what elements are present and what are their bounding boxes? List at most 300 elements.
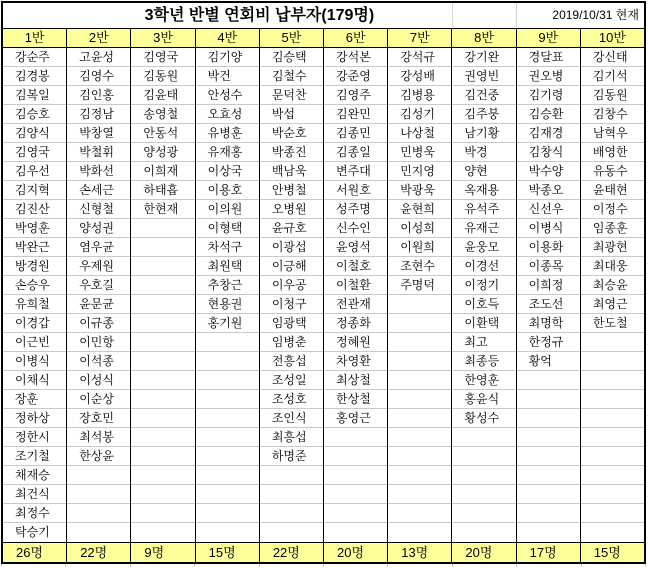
empty-cell[interactable] xyxy=(131,352,194,371)
empty-cell[interactable] xyxy=(452,485,515,504)
name-cell[interactable]: 김정남 xyxy=(67,105,130,124)
count-cell-7[interactable]: 13명 xyxy=(388,543,452,562)
name-cell[interactable]: 최승윤 xyxy=(581,276,644,295)
name-cell[interactable]: 이성식 xyxy=(67,371,130,390)
name-cell[interactable]: 최흥섭 xyxy=(260,428,323,447)
empty-cell[interactable] xyxy=(196,352,259,371)
name-cell[interactable]: 최원택 xyxy=(196,257,259,276)
name-cell[interactable]: 신형철 xyxy=(67,200,130,219)
title-gridline xyxy=(452,3,453,28)
name-cell[interactable]: 김영국 xyxy=(3,143,66,162)
name-cell[interactable]: 조인식 xyxy=(260,409,323,428)
empty-cell[interactable] xyxy=(324,523,387,542)
name-cell[interactable]: 이석종 xyxy=(67,352,130,371)
count-row xyxy=(3,542,644,562)
class-header-9[interactable]: 9반 xyxy=(517,29,581,47)
name-cell[interactable]: 김영주 xyxy=(324,86,387,105)
empty-cell[interactable] xyxy=(388,447,451,466)
name-cell[interactable]: 한영훈 xyxy=(452,371,515,390)
title-row xyxy=(3,3,644,28)
name-cell[interactable]: 김재경 xyxy=(517,124,580,143)
empty-cell[interactable] xyxy=(452,504,515,523)
name-cell[interactable]: 김경봉 xyxy=(3,67,66,86)
empty-cell[interactable] xyxy=(67,523,130,542)
gridline-tick xyxy=(131,564,195,567)
name-cell[interactable]: 박순호 xyxy=(260,124,323,143)
name-cell[interactable]: 홍윤식 xyxy=(452,390,515,409)
name-cell[interactable]: 김영수 xyxy=(67,67,130,86)
class-column-6 xyxy=(324,48,388,542)
name-cell[interactable]: 양현 xyxy=(452,162,515,181)
name-cell[interactable]: 박건 xyxy=(196,67,259,86)
name-cell[interactable]: 조기철 xyxy=(3,447,66,466)
name-cell[interactable]: 박종진 xyxy=(260,143,323,162)
class-header-1[interactable]: 1반 xyxy=(3,29,67,47)
name-cell[interactable]: 강석본 xyxy=(324,48,387,67)
name-cell[interactable]: 임병춘 xyxy=(260,333,323,352)
class-header-5[interactable]: 5반 xyxy=(260,29,324,47)
empty-cell[interactable] xyxy=(517,485,580,504)
name-cell[interactable]: 윤규호 xyxy=(260,219,323,238)
empty-cell[interactable] xyxy=(388,523,451,542)
name-cell[interactable]: 박영훈 xyxy=(3,219,66,238)
empty-cell[interactable] xyxy=(196,447,259,466)
name-cell[interactable]: 이희재 xyxy=(131,162,194,181)
name-cell[interactable]: 최영근 xyxy=(581,295,644,314)
name-cell[interactable]: 김성기 xyxy=(388,105,451,124)
empty-cell[interactable] xyxy=(581,523,644,542)
name-cell[interactable]: 김진산 xyxy=(3,200,66,219)
name-cell[interactable]: 김기령 xyxy=(517,86,580,105)
name-cell[interactable]: 최종등 xyxy=(452,352,515,371)
name-cell[interactable]: 백남욱 xyxy=(260,162,323,181)
name-cell[interactable]: 김승환 xyxy=(517,105,580,124)
empty-cell[interactable] xyxy=(324,428,387,447)
name-cell[interactable]: 정종화 xyxy=(324,314,387,333)
empty-cell[interactable] xyxy=(517,409,580,428)
name-cell[interactable]: 손승우 xyxy=(3,276,66,295)
name-cell[interactable]: 우제원 xyxy=(67,257,130,276)
name-cell[interactable]: 하태흡 xyxy=(131,181,194,200)
name-cell[interactable]: 김윤태 xyxy=(131,86,194,105)
name-cell[interactable]: 임광택 xyxy=(260,314,323,333)
name-cell[interactable]: 성주명 xyxy=(324,200,387,219)
name-cell[interactable]: 탁승기 xyxy=(15,525,50,539)
empty-cell[interactable] xyxy=(517,466,580,485)
name-cell[interactable]: 강순주 xyxy=(3,48,66,67)
empty-cell[interactable] xyxy=(131,314,194,333)
empty-cell[interactable] xyxy=(517,447,580,466)
empty-cell[interactable] xyxy=(517,428,580,447)
name-cell[interactable]: 한도철 xyxy=(581,314,644,333)
name-cell[interactable]: 배영한 xyxy=(581,143,644,162)
empty-cell[interactable] xyxy=(581,428,644,447)
name-cell[interactable]: 박완근 xyxy=(3,238,66,257)
empty-cell[interactable] xyxy=(131,238,194,257)
empty-cell[interactable] xyxy=(131,485,194,504)
name-cell[interactable]: 김지혁 xyxy=(3,181,66,200)
gridline-tick xyxy=(517,564,581,567)
empty-cell[interactable] xyxy=(388,333,451,352)
name-cell[interactable]: 남기황 xyxy=(452,124,515,143)
name-cell[interactable]: 신수인 xyxy=(324,219,387,238)
name-cell[interactable]: 정한시 xyxy=(3,428,66,447)
empty-cell[interactable] xyxy=(131,219,194,238)
class-header-7[interactable]: 7반 xyxy=(388,29,452,47)
name-cell[interactable]: 한상철 xyxy=(324,390,387,409)
name-cell[interactable]: 조도선 xyxy=(517,295,580,314)
name-cell[interactable]: 박수양 xyxy=(517,162,580,181)
empty-cell[interactable] xyxy=(260,466,323,485)
name-cell[interactable]: 현용권 xyxy=(196,295,259,314)
empty-cell[interactable] xyxy=(260,523,323,542)
empty-cell[interactable] xyxy=(581,466,644,485)
empty-cell[interactable] xyxy=(260,485,323,504)
name-cell[interactable]: 이호득 xyxy=(452,295,515,314)
count-cell-3[interactable]: 9명 xyxy=(131,543,195,562)
name-cell[interactable]: 강석규 xyxy=(388,48,451,67)
name-cell[interactable]: 문덕찬 xyxy=(260,86,323,105)
name-cell[interactable]: 이경선 xyxy=(452,257,515,276)
name-cell[interactable]: 최명학 xyxy=(517,314,580,333)
class-column-1 xyxy=(3,48,67,542)
class-column-8 xyxy=(452,48,516,542)
name-cell[interactable]: 이청구 xyxy=(260,295,323,314)
class-header-10[interactable]: 10반 xyxy=(598,30,626,45)
name-cell[interactable]: 김우선 xyxy=(3,162,66,181)
name-cell[interactable]: 이용화 xyxy=(517,238,580,257)
name-cell[interactable]: 최고 xyxy=(452,333,515,352)
worksheet-table xyxy=(1,1,646,564)
name-cell[interactable]: 옥재용 xyxy=(452,181,515,200)
class-column-7 xyxy=(388,48,452,542)
name-cell[interactable]: 유재홍 xyxy=(196,143,259,162)
class-header-4[interactable]: 4반 xyxy=(196,29,260,47)
name-cell[interactable]: 전관재 xyxy=(324,295,387,314)
name-cell[interactable]: 최상철 xyxy=(324,371,387,390)
empty-cell[interactable] xyxy=(324,504,387,523)
name-cell[interactable]: 양성광 xyxy=(131,143,194,162)
name-cell[interactable]: 이채식 xyxy=(3,371,66,390)
name-cell[interactable]: 이근빈 xyxy=(3,333,66,352)
name-cell[interactable]: 이원희 xyxy=(388,238,451,257)
name-cell[interactable]: 강신태 xyxy=(581,48,644,67)
name-cell[interactable]: 이철호 xyxy=(324,257,387,276)
name-cell[interactable]: 한현재 xyxy=(131,200,194,219)
empty-cell[interactable] xyxy=(324,485,387,504)
empty-cell[interactable] xyxy=(388,428,451,447)
name-cell[interactable]: 김기석 xyxy=(581,67,644,86)
name-cell[interactable]: 이정수 xyxy=(581,200,644,219)
empty-cell[interactable] xyxy=(131,409,194,428)
name-cell[interactable]: 서원호 xyxy=(324,181,387,200)
empty-cell[interactable] xyxy=(581,390,644,409)
name-cell[interactable]: 김병용 xyxy=(388,86,451,105)
empty-cell[interactable] xyxy=(131,504,194,523)
name-cell[interactable]: 전흥섭 xyxy=(260,352,323,371)
gridline-tick xyxy=(195,564,259,567)
empty-cell[interactable] xyxy=(67,485,130,504)
name-cell[interactable]: 김양식 xyxy=(3,124,66,143)
name-cell[interactable]: 이긍해 xyxy=(260,257,323,276)
gridline-tick xyxy=(66,564,130,567)
name-cell[interactable]: 고윤성 xyxy=(67,48,130,67)
name-cell[interactable]: 이정기 xyxy=(452,276,515,295)
empty-cell[interactable] xyxy=(196,390,259,409)
name-cell[interactable]: 경달표 xyxy=(517,48,580,67)
empty-cell[interactable] xyxy=(131,466,194,485)
empty-cell[interactable] xyxy=(581,504,644,523)
name-cell[interactable]: 한정규 xyxy=(517,333,580,352)
name-cell[interactable]: 조성호 xyxy=(260,390,323,409)
gridline-tick xyxy=(1,564,66,567)
name-cell[interactable]: 민지영 xyxy=(388,162,451,181)
empty-cell[interactable] xyxy=(196,523,259,542)
empty-cell[interactable] xyxy=(196,466,259,485)
name-cell[interactable]: 김승호 xyxy=(3,105,66,124)
name-cell[interactable]: 이종목 xyxy=(517,257,580,276)
name-cell[interactable]: 이민항 xyxy=(67,333,130,352)
name-cell[interactable]: 권오병 xyxy=(517,67,580,86)
name-cell[interactable]: 이병식 xyxy=(3,352,66,371)
name-cell[interactable]: 이환택 xyxy=(452,314,515,333)
name-cell[interactable]: 최석봉 xyxy=(67,428,130,447)
empty-cell[interactable] xyxy=(581,447,644,466)
empty-cell[interactable] xyxy=(131,447,194,466)
name-cell[interactable]: 유병훈 xyxy=(196,124,259,143)
name-cell[interactable]: 차영환 xyxy=(324,352,387,371)
name-cell[interactable]: 남혁우 xyxy=(581,124,644,143)
name-cell[interactable]: 염우균 xyxy=(67,238,130,257)
name-cell[interactable]: 박철휘 xyxy=(67,143,130,162)
name-cell[interactable]: 윤현희 xyxy=(388,200,451,219)
name-cell[interactable]: 안성수 xyxy=(196,86,259,105)
empty-cell[interactable] xyxy=(517,390,580,409)
count-cell-6[interactable]: 20명 xyxy=(324,543,388,562)
empty-cell[interactable] xyxy=(388,295,451,314)
name-cell[interactable]: 김승택 xyxy=(260,48,323,67)
name-cell[interactable]: 조현수 xyxy=(388,257,451,276)
as-of-date: 2019/10/31 현재 xyxy=(516,3,644,28)
count-cell-5[interactable]: 22명 xyxy=(260,543,324,562)
name-cell[interactable]: 김종일 xyxy=(324,143,387,162)
name-cell[interactable]: 황억 xyxy=(517,352,580,371)
name-cell[interactable]: 오병원 xyxy=(260,200,323,219)
name-cell[interactable]: 최대웅 xyxy=(581,257,644,276)
name-cell[interactable]: 안병철 xyxy=(260,181,323,200)
empty-cell[interactable] xyxy=(581,409,644,428)
name-cell[interactable]: 우호길 xyxy=(67,276,130,295)
name-cell[interactable]: 이희정 xyxy=(517,276,580,295)
empty-cell[interactable] xyxy=(260,504,323,523)
class-column-5 xyxy=(260,48,324,542)
name-cell[interactable]: 김동원 xyxy=(581,86,644,105)
name-cell[interactable]: 이형택 xyxy=(196,219,259,238)
name-cell[interactable]: 이우공 xyxy=(260,276,323,295)
empty-cell[interactable] xyxy=(517,504,580,523)
empty-cell[interactable] xyxy=(388,504,451,523)
name-cell[interactable]: 김철수 xyxy=(260,67,323,86)
empty-cell[interactable] xyxy=(196,485,259,504)
name-cell[interactable]: 이철환 xyxy=(324,276,387,295)
name-cell[interactable]: 박창열 xyxy=(67,124,130,143)
name-cell[interactable]: 김기양 xyxy=(196,48,259,67)
name-cell[interactable]: 김주붕 xyxy=(452,105,515,124)
count-cell-9[interactable]: 17명 xyxy=(517,543,581,562)
empty-cell[interactable] xyxy=(131,428,194,447)
name-cell[interactable]: 방경원 xyxy=(3,257,66,276)
name-cell[interactable]: 김창수 xyxy=(581,105,644,124)
name-cell[interactable]: 이광섭 xyxy=(260,238,323,257)
name-cell[interactable]: 민병욱 xyxy=(388,143,451,162)
empty-cell[interactable] xyxy=(196,409,259,428)
name-cell[interactable]: 유재근 xyxy=(452,219,515,238)
empty-cell[interactable] xyxy=(581,371,644,390)
empty-cell[interactable] xyxy=(517,523,580,542)
name-cell[interactable]: 이성희 xyxy=(388,219,451,238)
name-cell[interactable]: 박광욱 xyxy=(388,181,451,200)
name-cell[interactable]: 최정수 xyxy=(3,504,66,523)
name-cell[interactable]: 이용호 xyxy=(196,181,259,200)
name-cell[interactable]: 정하상 xyxy=(3,409,66,428)
empty-cell[interactable] xyxy=(388,352,451,371)
class-header-8[interactable]: 8반 xyxy=(452,29,516,47)
empty-cell[interactable] xyxy=(324,447,387,466)
name-cell[interactable]: 윤웅모 xyxy=(452,238,515,257)
page-title: 3학년 반별 연회비 납부자(179명) xyxy=(144,7,375,24)
name-cell[interactable]: 박화선 xyxy=(67,162,130,181)
empty-cell[interactable] xyxy=(131,257,194,276)
empty-cell[interactable] xyxy=(131,276,194,295)
empty-cell[interactable] xyxy=(196,428,259,447)
empty-cell[interactable] xyxy=(452,428,515,447)
name-cell[interactable]: 장훈 xyxy=(3,390,66,409)
empty-cell[interactable] xyxy=(452,447,515,466)
count-cell-8[interactable]: 20명 xyxy=(452,543,516,562)
name-cell[interactable]: 이의원 xyxy=(196,200,259,219)
name-cell[interactable]: 홍기원 xyxy=(196,314,259,333)
empty-cell[interactable] xyxy=(388,390,451,409)
empty-cell[interactable] xyxy=(196,333,259,352)
empty-cell[interactable] xyxy=(388,314,451,333)
class-header-3[interactable]: 3반 xyxy=(131,29,195,47)
name-cell[interactable]: 정혜원 xyxy=(324,333,387,352)
name-cell[interactable]: 조성일 xyxy=(260,371,323,390)
empty-cell[interactable] xyxy=(581,485,644,504)
count-cell-2[interactable]: 22명 xyxy=(67,543,131,562)
name-cell[interactable]: 박종오 xyxy=(517,181,580,200)
class-column-2 xyxy=(67,48,131,542)
count-cell-10[interactable]: 15명 xyxy=(593,545,621,560)
empty-cell[interactable] xyxy=(67,466,130,485)
empty-cell[interactable] xyxy=(131,333,194,352)
name-cell[interactable]: 하명준 xyxy=(260,447,323,466)
name-cell[interactable]: 강성배 xyxy=(388,67,451,86)
name-cell[interactable]: 신선우 xyxy=(517,200,580,219)
name-cell[interactable]: 강기완 xyxy=(452,48,515,67)
empty-cell[interactable] xyxy=(388,409,451,428)
empty-cell[interactable] xyxy=(452,523,515,542)
empty-cell[interactable] xyxy=(131,371,194,390)
name-cell[interactable]: 황성수 xyxy=(452,409,515,428)
name-cell[interactable]: 임종훈 xyxy=(581,219,644,238)
empty-cell[interactable] xyxy=(196,504,259,523)
count-cell-1[interactable]: 26명 xyxy=(3,543,67,562)
name-cell[interactable]: 이병식 xyxy=(517,219,580,238)
empty-cell[interactable] xyxy=(131,295,194,314)
name-cell[interactable]: 김창식 xyxy=(517,143,580,162)
name-cell[interactable]: 주명덕 xyxy=(388,276,451,295)
empty-cell[interactable] xyxy=(388,485,451,504)
empty-cell[interactable] xyxy=(581,333,644,352)
name-cell[interactable]: 윤태현 xyxy=(581,181,644,200)
name-cell[interactable]: 김복일 xyxy=(3,86,66,105)
empty-cell[interactable] xyxy=(517,371,580,390)
empty-cell[interactable] xyxy=(452,466,515,485)
name-cell[interactable]: 추창근 xyxy=(196,276,259,295)
name-cell[interactable]: 이순상 xyxy=(67,390,130,409)
name-cell[interactable]: 윤문균 xyxy=(67,295,130,314)
name-cell[interactable]: 김건중 xyxy=(452,86,515,105)
empty-cell[interactable] xyxy=(131,390,194,409)
name-cell[interactable]: 오효성 xyxy=(196,105,259,124)
name-cell[interactable]: 김완민 xyxy=(324,105,387,124)
empty-cell[interactable] xyxy=(388,466,451,485)
name-cell[interactable]: 나상철 xyxy=(388,124,451,143)
name-cell[interactable]: 김종민 xyxy=(324,124,387,143)
name-cell[interactable]: 유희철 xyxy=(3,295,66,314)
class-column-9 xyxy=(517,48,581,542)
empty-cell[interactable] xyxy=(324,466,387,485)
name-cell[interactable]: 유석주 xyxy=(452,200,515,219)
name-cell[interactable]: 채재승 xyxy=(3,466,66,485)
empty-cell[interactable] xyxy=(131,523,194,542)
class-header-6[interactable]: 6반 xyxy=(324,29,388,47)
name-cell[interactable]: 홍영근 xyxy=(324,409,387,428)
name-cell[interactable]: 이경갑 xyxy=(3,314,66,333)
name-cell[interactable]: 최광현 xyxy=(581,238,644,257)
name-cell[interactable]: 한상윤 xyxy=(67,447,130,466)
name-cell[interactable]: 김영국 xyxy=(131,48,194,67)
empty-cell[interactable] xyxy=(67,504,130,523)
name-cell[interactable]: 장호민 xyxy=(67,409,130,428)
name-cell[interactable]: 강준영 xyxy=(324,67,387,86)
name-cell[interactable]: 이규종 xyxy=(67,314,130,333)
gridline-tick xyxy=(260,564,324,567)
name-cell[interactable]: 권영빈 xyxy=(452,67,515,86)
empty-cell[interactable] xyxy=(196,371,259,390)
name-cell[interactable]: 김동원 xyxy=(131,67,194,86)
name-cell[interactable]: 이상국 xyxy=(196,162,259,181)
class-header-2[interactable]: 2반 xyxy=(67,29,131,47)
name-cell[interactable]: 변주대 xyxy=(324,162,387,181)
name-cell[interactable]: 최건식 xyxy=(3,485,66,504)
count-cell-4[interactable]: 15명 xyxy=(196,543,260,562)
name-cell[interactable]: 김인홍 xyxy=(67,86,130,105)
name-cell[interactable]: 양성권 xyxy=(67,219,130,238)
name-cell[interactable]: 송영철 xyxy=(131,105,194,124)
name-cell[interactable]: 박경 xyxy=(452,143,515,162)
name-cell[interactable]: 안동석 xyxy=(131,124,194,143)
empty-cell[interactable] xyxy=(388,371,451,390)
name-cell[interactable]: 박섭 xyxy=(260,105,323,124)
empty-cell[interactable] xyxy=(581,352,644,371)
name-cell[interactable]: 윤영석 xyxy=(324,238,387,257)
name-cell[interactable]: 손세근 xyxy=(67,181,130,200)
name-cell[interactable]: 유동수 xyxy=(581,162,644,181)
name-cell[interactable]: 차석구 xyxy=(196,238,259,257)
gridline-tick xyxy=(324,564,388,567)
